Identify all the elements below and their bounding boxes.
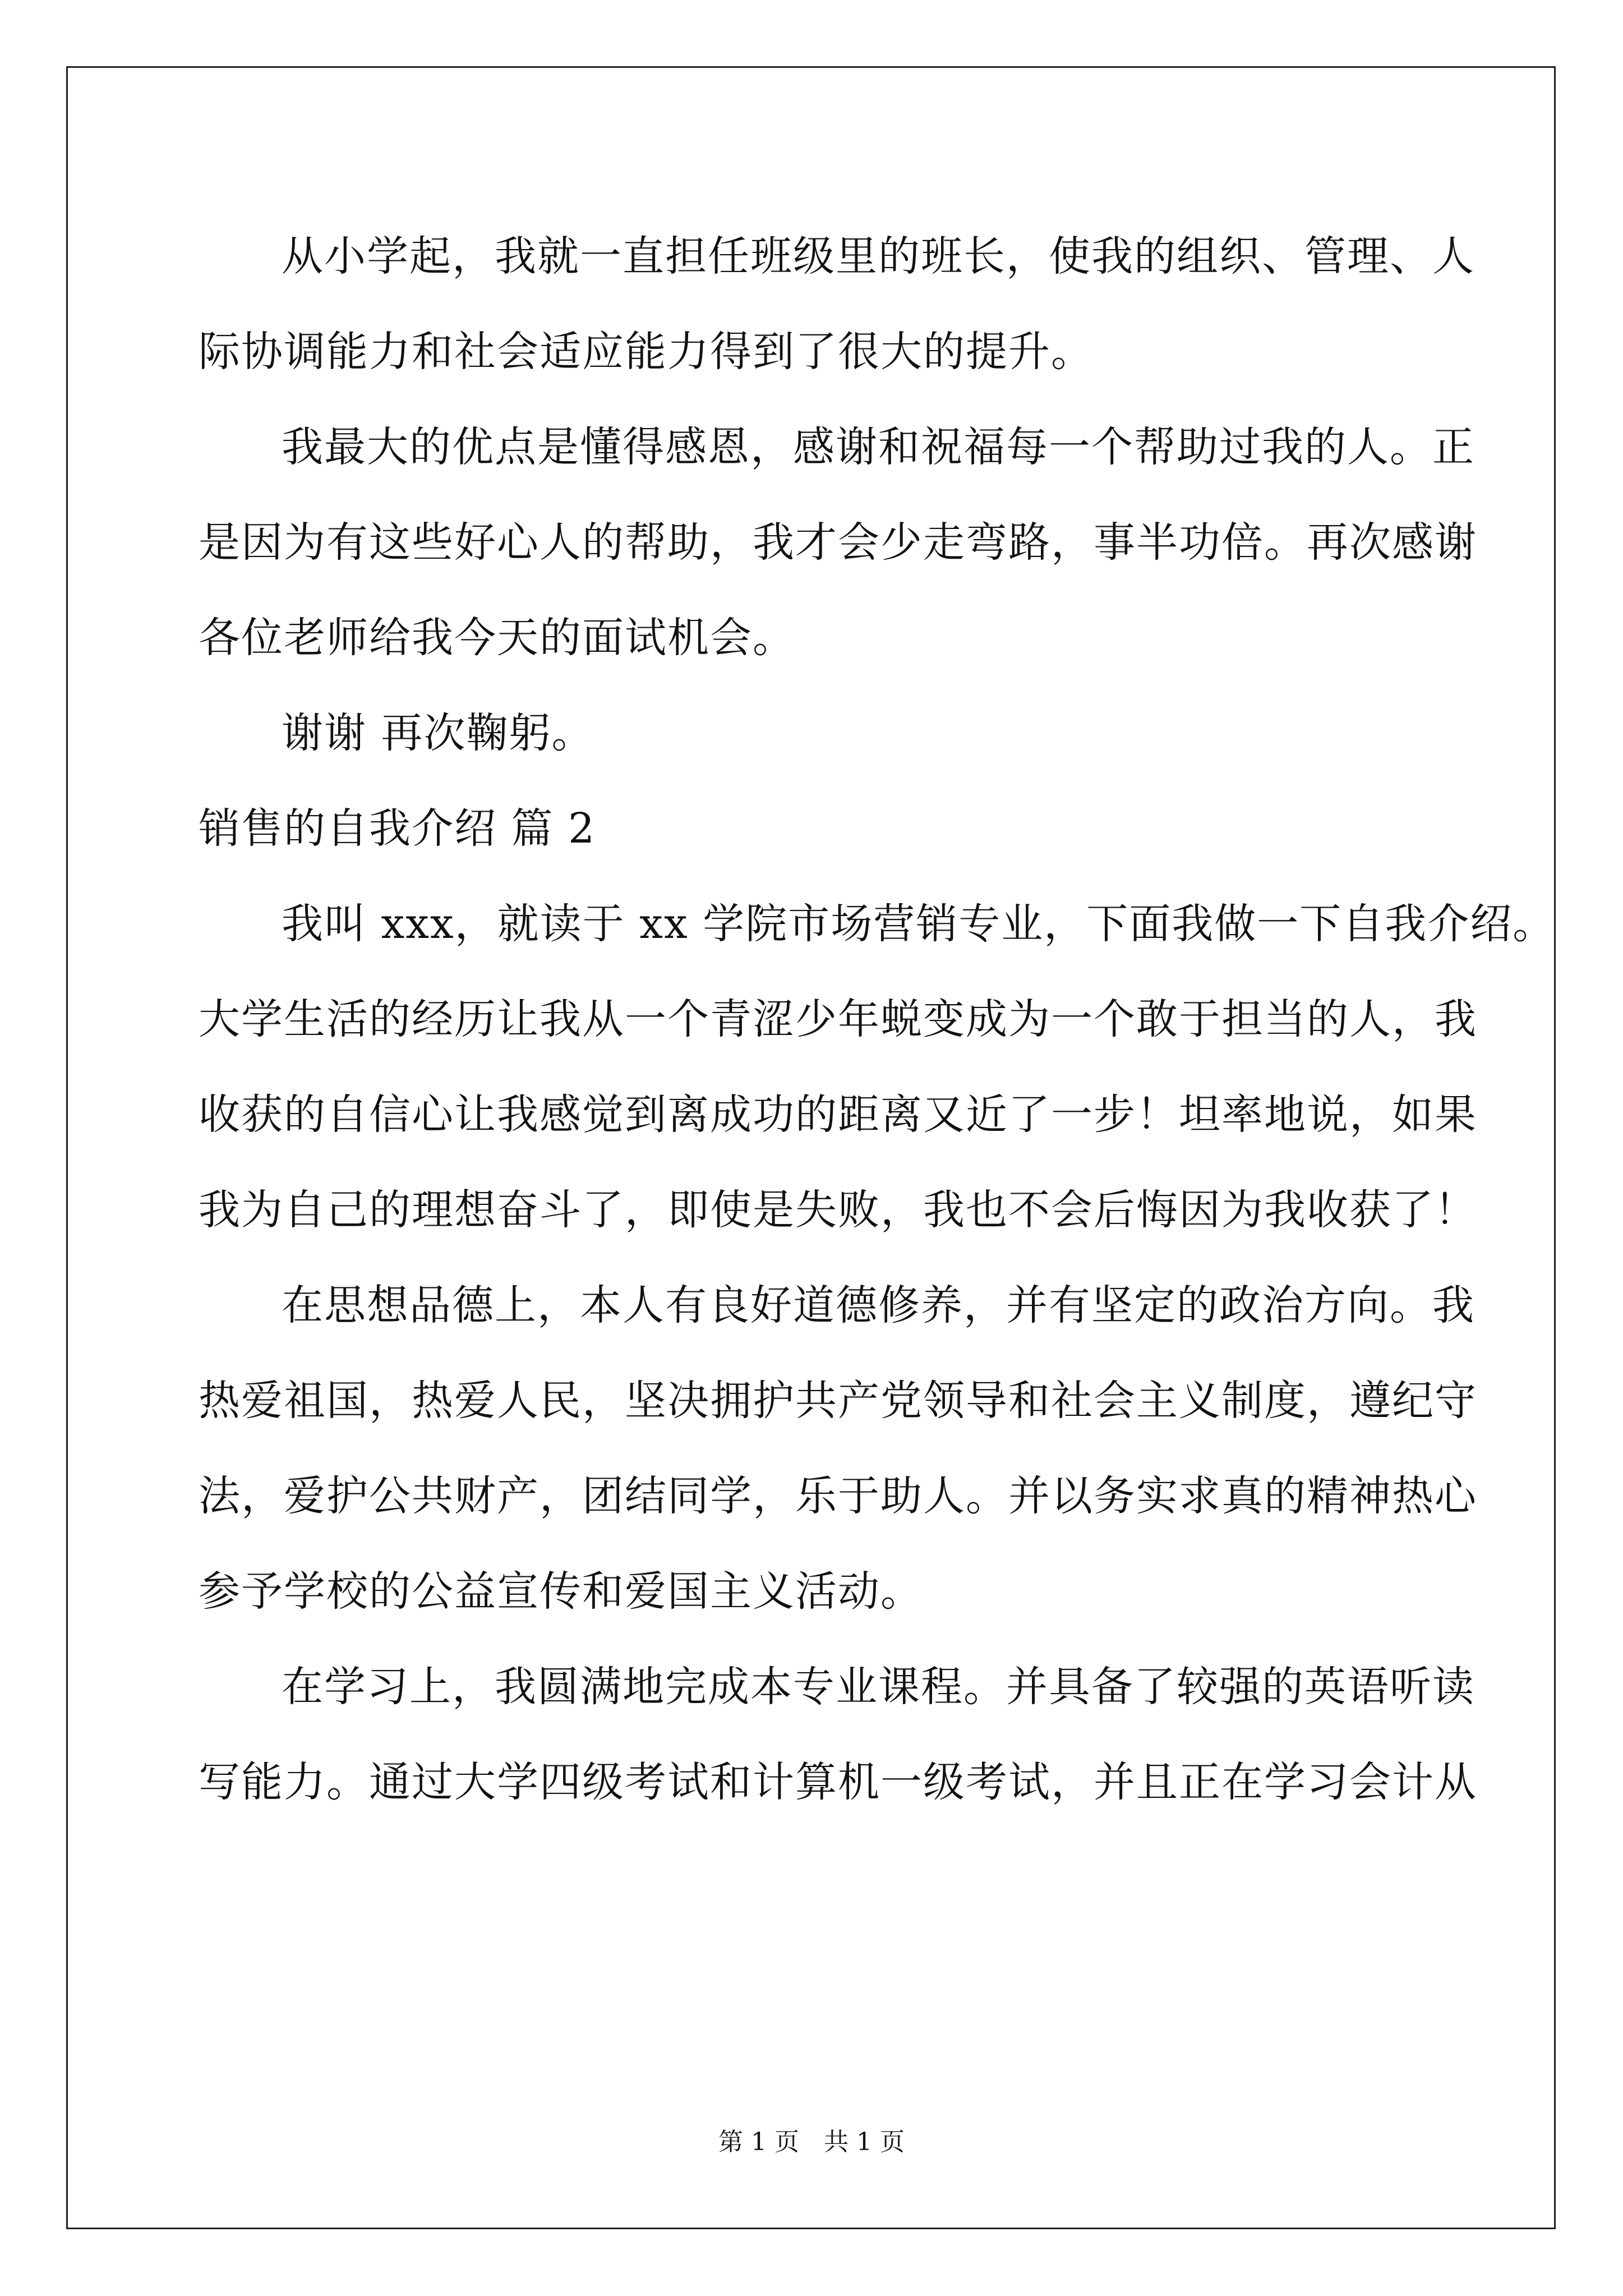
paragraph-line: 收获的自信心让我感觉到离成功的距离又近了一步！坦率地说，如果: [199, 1091, 1477, 1139]
paragraph-line: 参予学校的公益宣传和爱国主义活动。: [199, 1567, 923, 1616]
paragraph-line: 我最大的优点是懂得感恩，感谢和祝福每一个帮助过我的人。正: [282, 423, 1475, 471]
paragraph-line: 在思想品德上，本人有良好道德修养，并有坚定的政治方向。我: [282, 1281, 1475, 1329]
paragraph-line: 热爱祖国，热爱人民，坚决拥护共产党领导和社会主义制度，遵纪守: [199, 1377, 1477, 1425]
paragraph-line: 我叫 xxx，就读于 xx 学院市场营销专业，下面我做一下自我介绍。: [282, 900, 1556, 948]
page-number-footer: 第 1 页 共 1 页: [718, 2128, 905, 2156]
paragraph-line: 谢谢 再次鞠躬。: [282, 709, 594, 757]
paragraph-line: 写能力。通过大学四级考试和计算机一级考试，并且正在学习会计从: [199, 1758, 1477, 1806]
paragraph-line: 大学生活的经历让我从一个青涩少年蜕变成为一个敢于担当的人，我: [199, 995, 1477, 1043]
paragraph-line: 从小学起，我就一直担任班级里的班长，使我的组织、管理、人: [282, 232, 1475, 280]
paragraph-line: 各位老师给我今天的面试机会。: [199, 614, 795, 662]
paragraph-line: 我为自己的理想奋斗了，即使是失败，我也不会后悔因为我收获了！: [199, 1186, 1477, 1234]
paragraph-line: 在学习上，我圆满地完成本专业课程。并具备了较强的英语听读: [282, 1663, 1475, 1711]
paragraph-line: 是因为有这些好心人的帮助，我才会少走弯路，事半功倍。再次感谢: [199, 518, 1477, 567]
paragraph-line: 际协调能力和社会适应能力得到了很大的提升。: [199, 328, 1094, 376]
document-body: [199, 209, 1556, 1830]
section-heading: 销售的自我介绍 篇 2: [199, 804, 596, 853]
paragraph-line: 法，爱护公共财产，团结同学，乐于助人。并以务实求真的精神热心: [199, 1472, 1477, 1520]
